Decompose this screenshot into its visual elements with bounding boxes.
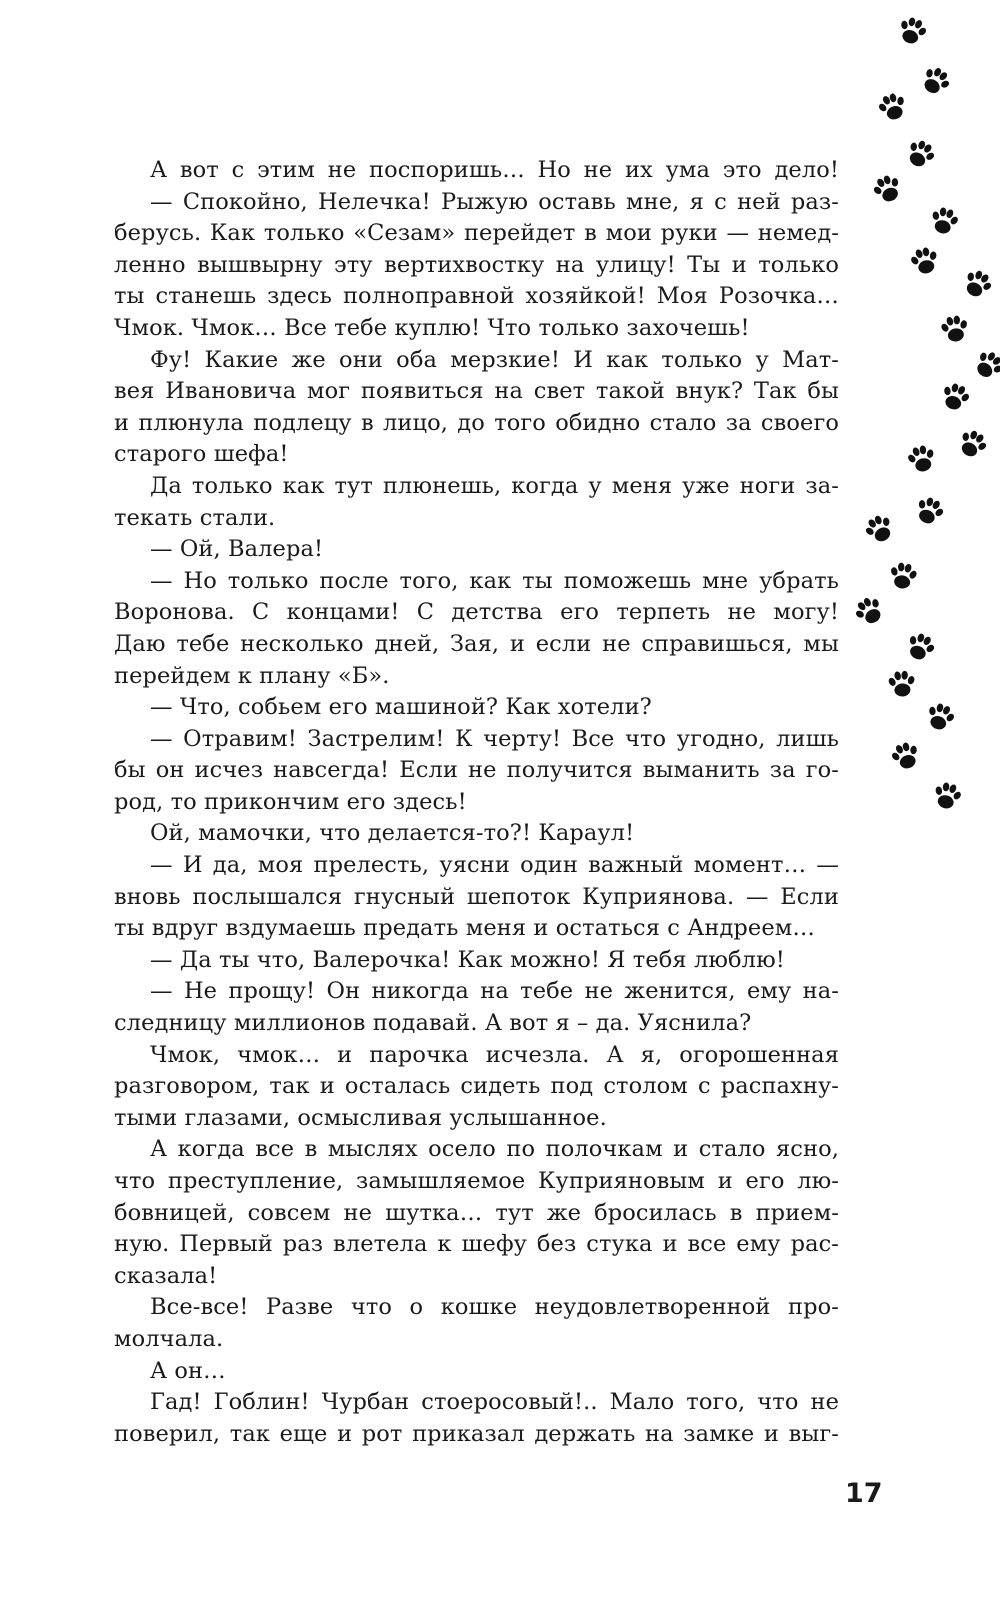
paw-print-icon — [869, 171, 906, 206]
text-line: старого шефа! — [114, 441, 289, 468]
text-line: Воронова. С концами! С детства его терпеть не могу! — [114, 599, 839, 626]
paw-print-icon — [850, 592, 888, 629]
text-line: Чмок. Чмок… Все тебе куплю! Что только захочешь! — [114, 314, 750, 341]
text-line: — Что, собьем его машиной? Как хотели? — [150, 694, 652, 721]
paw-print-icon — [888, 739, 923, 773]
paw-print-icon — [954, 426, 991, 463]
text-line: — Да ты что, Валерочка! Как можно! Я тебя люблю! — [150, 946, 785, 973]
text-line: ты станешь здесь полноправной хозяйкой! Моя Розочка… — [114, 283, 839, 310]
paw-print-icon — [923, 700, 958, 734]
text-line: — Спокойно, Нелечка! Рыжую оставь мне, я с ней раз- — [150, 188, 839, 215]
text-line: и плюнула подлецу в лицо, до того обидно стало за своего — [114, 409, 839, 436]
text-line: Все-все! Разве что о кошке неудовлетворенной про- — [150, 1294, 839, 1321]
paw-print-icon — [970, 346, 1000, 384]
paw-print-icon — [905, 443, 939, 475]
paw-print-icon — [911, 493, 948, 528]
text-line: — Не прощу! Он никогда на тебе не женится, ему на- — [150, 978, 839, 1005]
text-line: — Ой, Валера! — [150, 536, 324, 563]
paw-print-icon — [887, 670, 917, 698]
paw-print-icon — [939, 313, 971, 343]
text-line: перейдем к плану «Б». — [114, 662, 390, 689]
paw-print-icon — [959, 266, 996, 303]
paw-print-icon — [908, 245, 942, 277]
text-line: — Отравим! Застрелим! К черту! Все что угодно, лишь — [150, 725, 839, 752]
body-text — [114, 155, 839, 1450]
text-line: Гад! Гоблин! Чурбан стоеросовый!.. Мало того, что не — [150, 1389, 839, 1416]
text-line: А он… — [150, 1357, 226, 1384]
text-line: бы он исчез навсегда! Если не получится выманить за го- — [114, 757, 839, 784]
text-line: — Но только после того, как ты поможешь мне убрать — [150, 567, 839, 594]
text-line: ную. Первый раз влетела к шефу без стука и все ему рас- — [114, 1231, 839, 1258]
text-line: Да только как тут плюнешь, когда у меня уже ноги за- — [150, 472, 839, 499]
paw-print-icon — [895, 14, 930, 48]
paw-print-icon — [875, 90, 910, 124]
paw-print-icon — [902, 136, 939, 173]
text-line: берусь. Как только «Сезам» перейдет в мои руки — немед- — [114, 220, 839, 247]
text-line: ленно вышвырну эту вертихвостку на улицу! Ты и только — [114, 251, 839, 278]
text-line: сказала! — [114, 1262, 218, 1289]
text-line: тыми глазами, осмысливая услышанное. — [114, 1104, 607, 1131]
text-line: — И да, моя прелесть, уясни один важный момент… — — [150, 852, 839, 879]
page-number: 17 — [845, 1478, 883, 1509]
text-line: А когда все в мыслях осело по полочкам и стало ясно, — [150, 1136, 839, 1163]
text-line: вновь послышался гнусный шепоток Куприянова. — Если — [114, 883, 839, 910]
text-line: поверил, так еще и рот приказал держать на замке и выг- — [114, 1420, 839, 1447]
text-line: вея Ивановича мог появиться на свет такой внук? Так бы — [114, 378, 839, 405]
paw-print-icon — [887, 560, 919, 590]
paw-print-icon — [917, 62, 955, 99]
text-line: что преступление, замышляемое Куприяновым и его лю- — [114, 1168, 839, 1194]
text-line: Даю тебе несколько дней, Зая, и если не справишься, мы — [114, 630, 839, 657]
paw-print-icon — [927, 205, 961, 237]
paw-print-icon — [930, 780, 964, 812]
text-line: молчала. — [114, 1325, 224, 1352]
text-line: Ой, мамочки, что делается-то?! Караул! — [150, 820, 635, 847]
text-line: род, то прикончим его здесь! — [114, 788, 467, 815]
text-line: следницу миллионов подавай. А вот я – да. Уяснила? — [114, 1010, 752, 1037]
text-line: текать стали. — [114, 504, 276, 531]
text-line: Фу! Какие же они оба мерзкие! И как только у Мат- — [150, 346, 839, 373]
paw-print-icon — [861, 511, 898, 548]
text-line: бовницей, совсем не шутка… тут же бросилась в прием- — [114, 1199, 839, 1226]
text-line: А вот с этим не поспоришь… Но не их ума это дело! — [150, 157, 839, 183]
text-line: Чмок, чмок… и парочка исчезла. А я, огорошенная — [150, 1041, 839, 1068]
paw-print-icon — [902, 629, 939, 664]
paw-print-icon — [938, 380, 973, 414]
text-line: ты вдруг вздумаешь предать меня и остаться с Андреем… — [114, 915, 815, 942]
text-line: разговором, так и осталась сидеть под столом с распахну- — [114, 1073, 839, 1100]
